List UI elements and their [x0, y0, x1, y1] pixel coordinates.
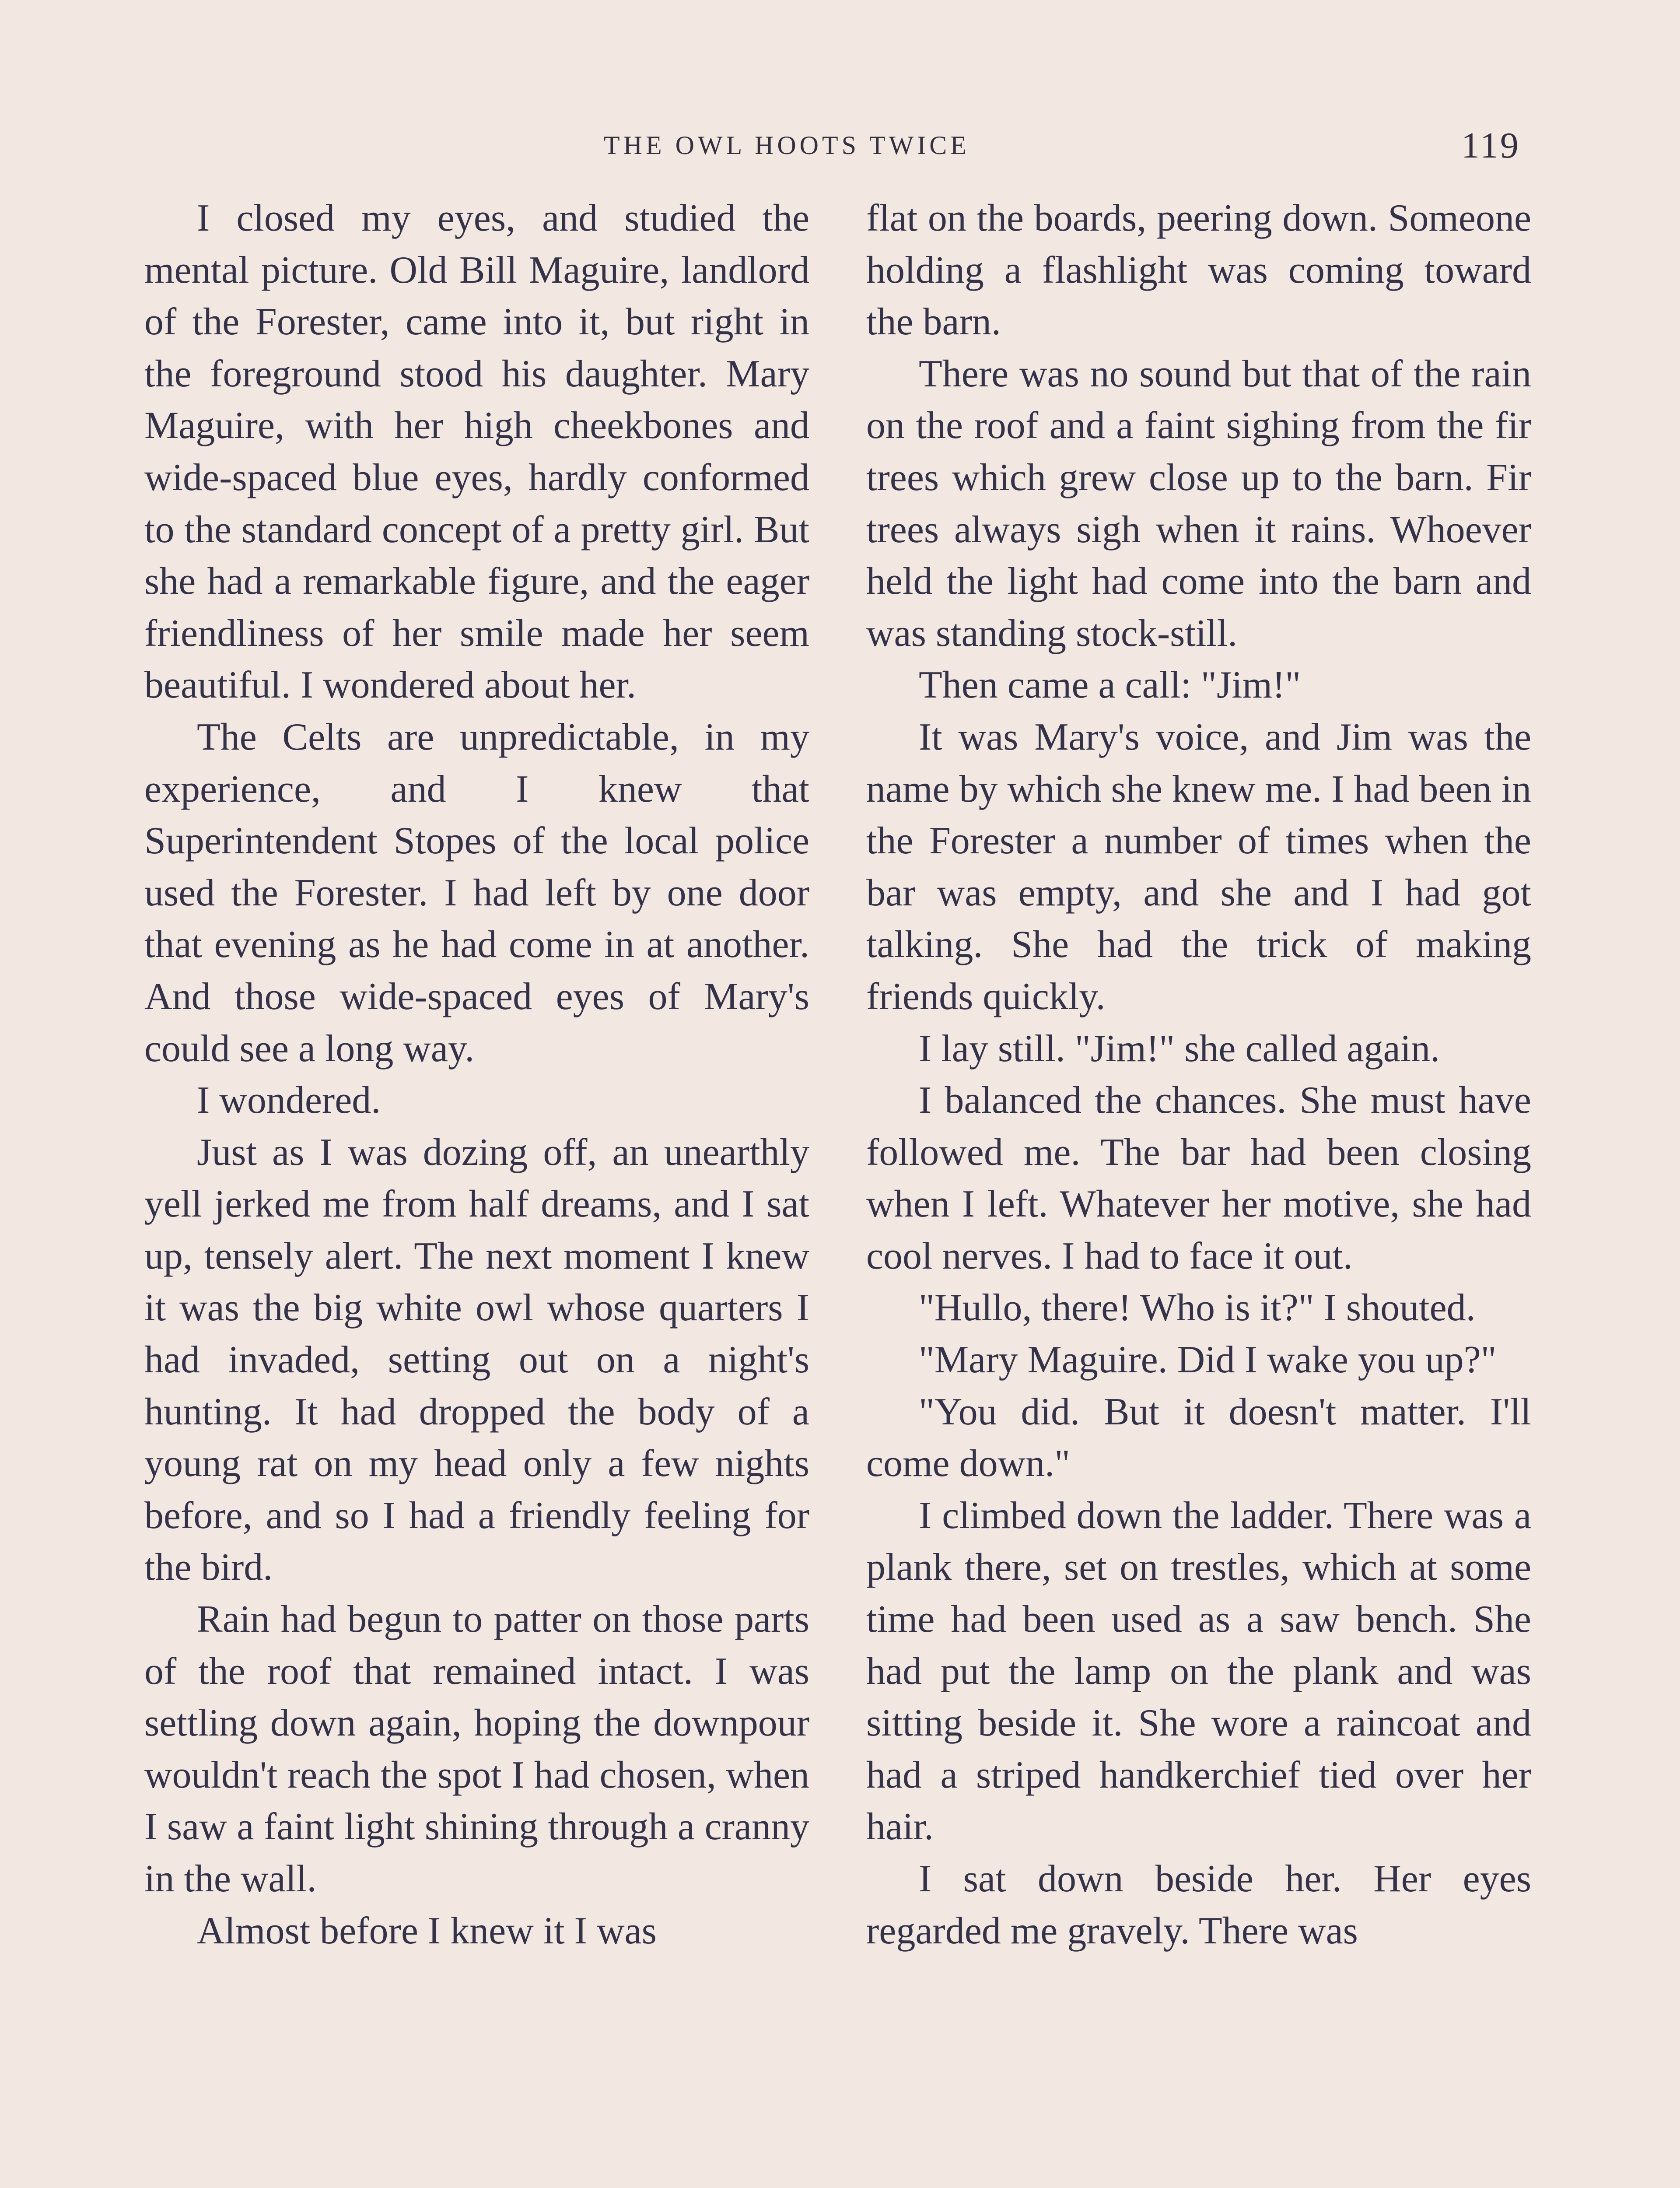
paragraph: "Mary Maguire. Did I wake you up?" — [919, 1339, 1497, 1382]
paragraph: I wondered. — [197, 1079, 381, 1122]
paragraph: I lay still. "Jim!" she called again. — [919, 1027, 1440, 1070]
paragraph: "Hullo, there! Who is it?" I shouted. — [919, 1287, 1476, 1329]
running-title: THE OWL HOOTS TWICE — [604, 131, 970, 160]
page-number: 119 — [1461, 125, 1520, 166]
page-header — [0, 127, 1680, 179]
paragraph: The Celts are unpredictable, in my experience, and I knew that Superintendent Stopes of the local police used the Forester. I had left by one door that evening as he had come in at another. And those wide-spaced eyes of Mary's could see a long way. — [144, 715, 809, 1070]
paragraph: It was Mary's voice, and Jim was the name by which she knew me. I had been in the Forester a number of times when the bar was empty, and she and I had got talking. She had the trick of making friends quickly. — [866, 715, 1531, 1018]
right-column — [866, 193, 1531, 1957]
paragraph: I balanced the chances. She must have followed me. The bar had been closing when I left. Whatever her motive, she had cool nerves. I had to face it out. — [866, 1079, 1531, 1277]
paragraph: I climbed down the ladder. There was a plank there, set on trestles, which at some time had been used as a saw bench. She had put the lamp on the plank and was sitting beside it. She wore a raincoat and had a striped handkerchief tied over her hair. — [866, 1494, 1531, 1848]
paragraph-continuation: flat on the boards, peering down. Someone holding a flashlight was coming toward the barn. — [866, 197, 1531, 344]
paragraph: I sat down beside her. Her eyes regarded me gravely. There was — [866, 1858, 1531, 1952]
paragraph: There was no sound but that of the rain on the roof and a faint sighing from the fir trees which grew close up to the barn. Fir trees always sigh when it rains. Whoever held the light had come into the barn and was standing stock-still. — [866, 352, 1531, 655]
paragraph: Almost before I knew it I was — [197, 1909, 657, 1952]
left-column — [144, 193, 809, 1957]
paragraph: "You did. But it doesn't matter. I'll come down." — [866, 1390, 1531, 1485]
paragraph: Just as I was dozing off, an unearthly yell jerked me from half dreams, and I sat up, tensely alert. The next moment I knew it was the big white owl whose quarters I had invaded, setting out on a night's hunting. It had dropped the body of a young rat on my head only a few nights before, and so I had a friendly feeling for the bird. — [144, 1131, 809, 1589]
paragraph: I closed my eyes, and studied the mental picture. Old Bill Maguire, landlord of the Forester, came into it, but right in the foreground stood his daughter. Mary Maguire, with her high cheekbones and wide-spaced blue eyes, hardly conformed to the standard concept of a pretty girl. But she had a remarkable figure, and the eager friendliness of her smile made her seem beautiful. I wondered about her. — [144, 197, 809, 707]
paragraph: Rain had begun to patter on those parts of the roof that remained intact. I was settling down again, hoping the downpour wouldn't reach the spot I had chosen, when I saw a faint light shining through a cranny in the wall. — [144, 1598, 809, 1900]
paragraph: Then came a call: "Jim!" — [919, 664, 1301, 707]
